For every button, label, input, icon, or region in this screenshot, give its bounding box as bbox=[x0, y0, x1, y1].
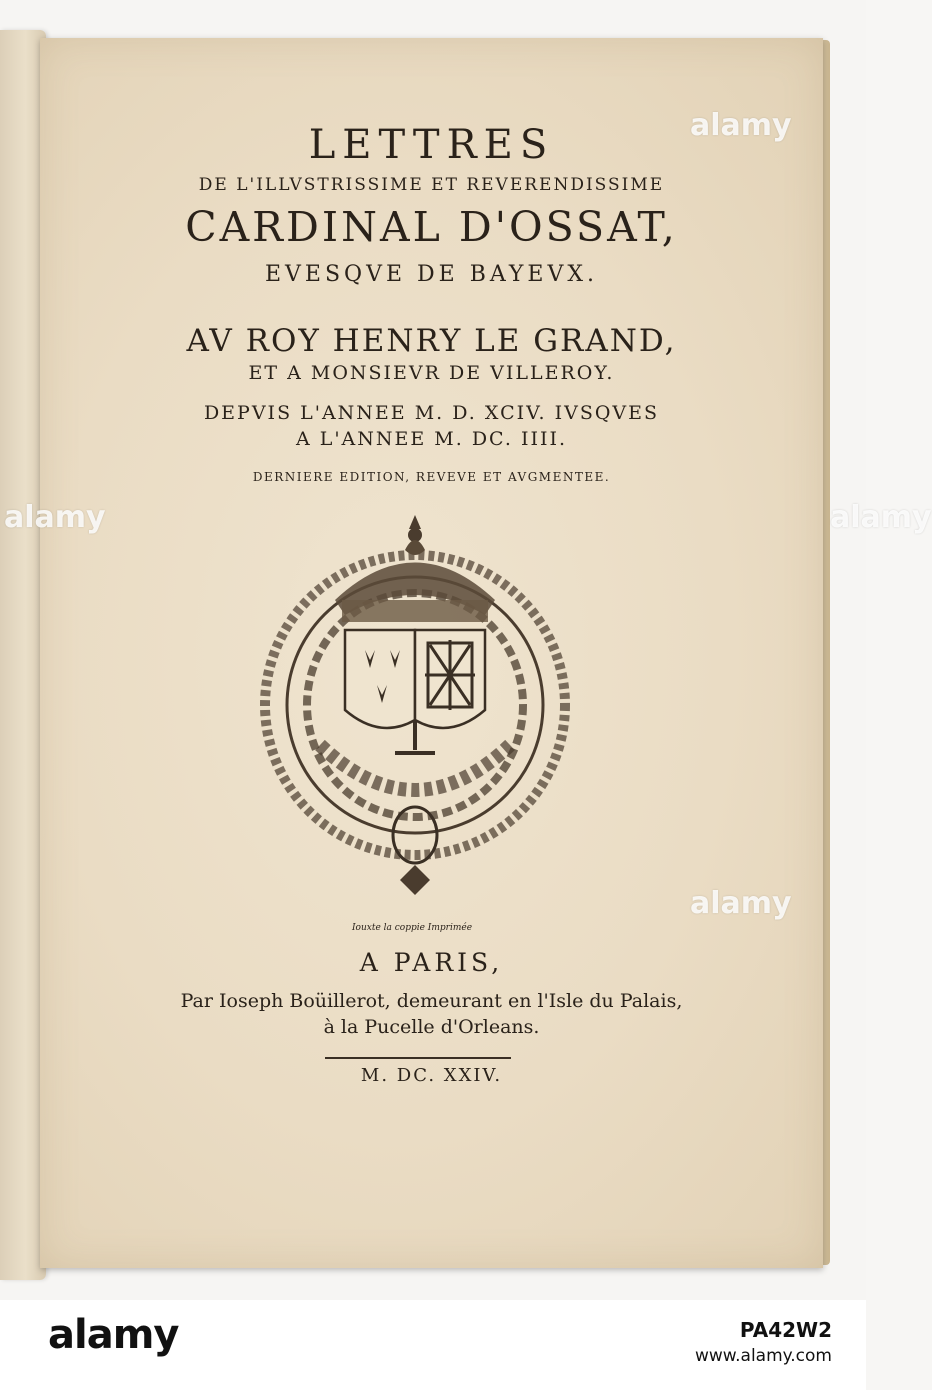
edition-note: DERNIERE EDITION, REVEVE ET AVGMENTEE. bbox=[252, 470, 611, 484]
title-recipient-villeroy: ET A MONSIEVR DE VILLEROY. bbox=[248, 362, 615, 384]
footer-logo: alamy bbox=[48, 1312, 179, 1358]
watermark-left: alamy bbox=[4, 500, 106, 535]
title-lettres: LETTRES bbox=[308, 122, 555, 168]
title-cardinal: CARDINAL D'OSSAT, bbox=[185, 203, 678, 251]
imprint-rule bbox=[325, 1057, 511, 1059]
title-bishop: EVESQVE DE BAYEVX. bbox=[264, 262, 599, 287]
title-subtitle: DE L'ILLVSTRISSIME ET REVERENDISSIME bbox=[198, 175, 665, 195]
engraving-caption: Iouxte la coppie Imprimée bbox=[352, 923, 473, 933]
footer-url: www.alamy.com bbox=[694, 1346, 832, 1366]
coat-of-arms-engraving bbox=[250, 505, 580, 915]
watermark-right: alamy bbox=[830, 500, 932, 535]
title-date-range-start: DEPVIS L'ANNEE M. D. XCIV. IVSQVES bbox=[203, 402, 660, 424]
imprint-city: A PARIS, bbox=[359, 948, 504, 977]
title-recipient-king: AV ROY HENRY LE GRAND, bbox=[186, 323, 677, 359]
imprint-address: à la Pucelle d'Orleans. bbox=[323, 1016, 540, 1038]
watermark-bottom-right: alamy bbox=[690, 886, 792, 921]
watermark-top-right: alamy bbox=[690, 108, 792, 143]
title-date-range-end: A L'ANNEE M. DC. IIII. bbox=[295, 428, 568, 450]
imprint-date: M. DC. XXIV. bbox=[360, 1065, 503, 1086]
image-id: PA42W2 bbox=[739, 1318, 832, 1342]
imprint-printer: Par Ioseph Boüillerot, demeurant en l'Isle du Palais, bbox=[180, 990, 683, 1012]
